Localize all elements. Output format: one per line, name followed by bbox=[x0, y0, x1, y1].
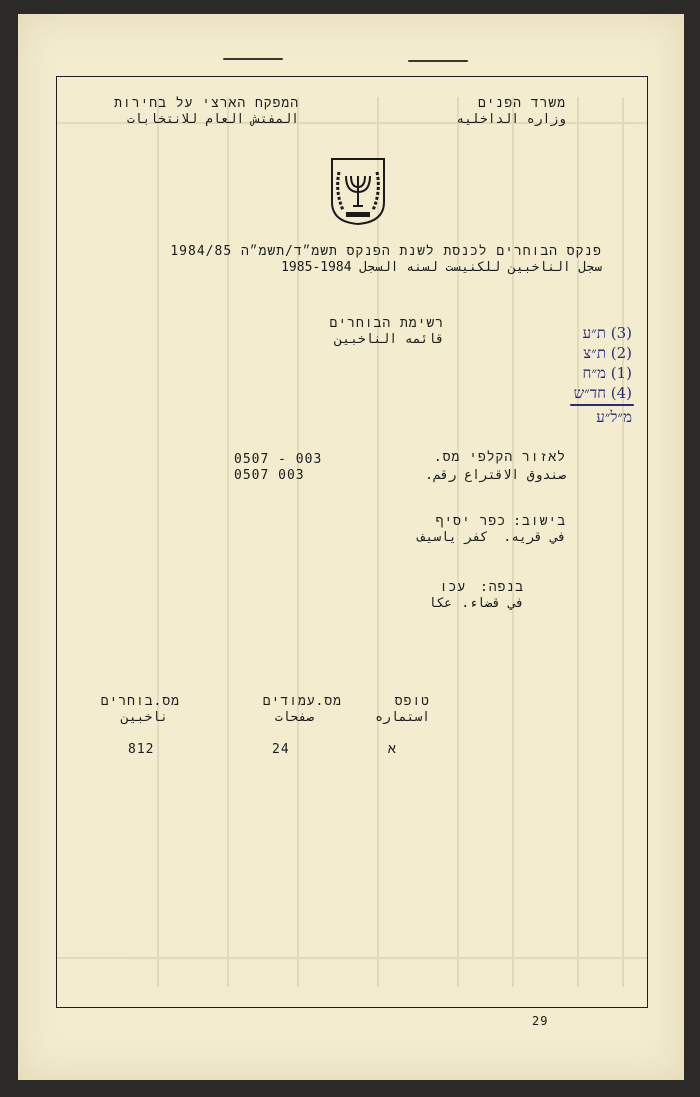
inspector-arabic: المفتش العام للانتخابات bbox=[126, 112, 299, 127]
district-value-arabic: عكا bbox=[428, 596, 452, 611]
handwritten-tally-4: (4) חד״ש bbox=[573, 384, 632, 402]
ministry-hebrew: משרד הפנים bbox=[477, 96, 566, 111]
list-title-arabic: قائمه الناخبين bbox=[334, 332, 444, 347]
scan-mark bbox=[223, 58, 283, 60]
document-page bbox=[18, 14, 684, 1080]
pages-column-header-hebrew: מס.עמודים bbox=[262, 694, 342, 709]
district-value-hebrew: עכו bbox=[439, 580, 466, 595]
handwritten-tally-2: (2) ת״צ bbox=[583, 344, 632, 362]
form-column-header-arabic: استماره bbox=[375, 710, 430, 725]
list-title-hebrew: רשימת הבוחרים bbox=[329, 316, 444, 331]
pages-column-header-arabic: صفحات bbox=[274, 710, 314, 725]
locality-value-hebrew: כפר יסיף bbox=[435, 514, 506, 529]
pages-value: 24 bbox=[272, 742, 290, 757]
polling-area-label-hebrew: לאזור הקלפי מס. bbox=[433, 450, 566, 465]
inspector-hebrew: המפקח הארצי על בחירות bbox=[114, 96, 299, 111]
locality-value-arabic: كفر ياسيف bbox=[417, 530, 488, 545]
document-title-arabic: سجل الناخبين للكنيست لسنه السجل 1984-1985 bbox=[281, 260, 602, 275]
handwritten-tally-3: (1) מ״ח bbox=[582, 364, 632, 382]
district-label-arabic: في قضاء. bbox=[461, 596, 524, 611]
polling-area-number: 0507 - 003 bbox=[234, 452, 323, 467]
locality-label-hebrew: בישוב: bbox=[513, 514, 566, 529]
handwritten-tally-5: מ״ל״ע bbox=[596, 408, 632, 426]
handwritten-underline bbox=[570, 404, 634, 406]
state-emblem-icon bbox=[329, 156, 387, 226]
ministry-arabic: وزاره الداخليه bbox=[456, 112, 566, 127]
form-value: א bbox=[388, 742, 397, 757]
handwritten-tally-1: (3) ת״ע bbox=[582, 324, 632, 342]
ballot-box-label-arabic: صندوق الاقتراع رقم. bbox=[425, 468, 566, 483]
form-column-header-hebrew: טופס bbox=[394, 694, 430, 709]
document-title-hebrew: פנקס הבוחרים לכנסת לשנת הפנקס תשמ״ד/תשמ״ה 1984/85 bbox=[170, 244, 602, 259]
district-label-hebrew: בנפה: bbox=[479, 580, 524, 595]
page-number: 29 bbox=[532, 1014, 549, 1028]
ballot-box-number: 0507 003 bbox=[234, 468, 305, 483]
voters-column-header-hebrew: מס.בוחרים bbox=[100, 694, 180, 709]
voters-column-header-arabic: ناخبين bbox=[121, 710, 168, 725]
voters-value: 812 bbox=[128, 742, 155, 757]
scan-mark bbox=[408, 60, 468, 62]
locality-label-arabic: في قريه. bbox=[503, 530, 566, 545]
